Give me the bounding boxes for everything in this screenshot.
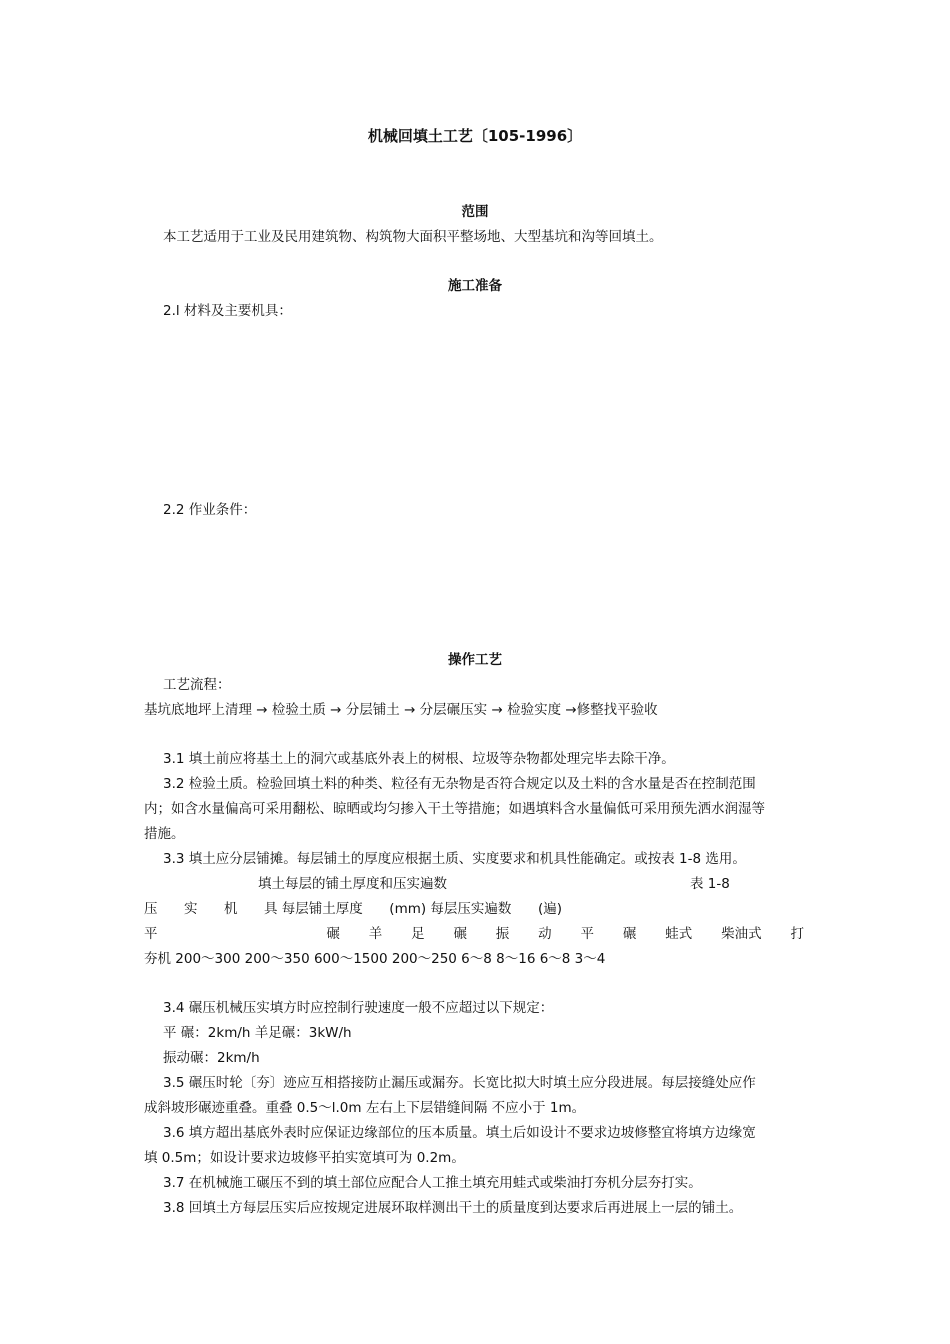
table-number: 表 1-8 — [690, 876, 730, 892]
table-cell: 机 — [224, 901, 238, 917]
table-cell: 动 — [538, 926, 552, 942]
table-cell: 碾 — [453, 926, 467, 942]
table-cell: 实 — [184, 901, 198, 917]
section-heading-preparation: 施工准备 — [448, 278, 502, 294]
table-cell: 羊 — [368, 926, 383, 942]
item-3-4-speed-b: 振动碾：2km/h — [163, 1050, 260, 1066]
table-cell: 足 — [411, 926, 425, 942]
flow-label: 工艺流程： — [163, 677, 231, 693]
item-3-2-line3: 措施。 — [144, 826, 185, 842]
item-3-2-line1: 3.2 检验土质。检验回填土料的种类、粒径有无杂物是否符合规定以及土料的含水量是否在控制范围 — [163, 776, 756, 792]
item-3-4-speed-a: 平 碾：2km/h 羊足碾：3kW/h — [163, 1025, 352, 1041]
item-3-4: 3.4 碾压机械压实填方时应控制行驶速度一般不应超过以下规定： — [163, 1000, 554, 1016]
process-flow: 基坑底地坪上清理 → 检验土质 → 分层铺土 → 分层碾压实 → 检验实度 →修整找平验收 — [144, 702, 658, 718]
item-3-5-line2: 成斜坡形碾迹重叠。重叠 0.5～l.0m 左右上下层错缝间隔 不应小于 1m。 — [144, 1100, 586, 1116]
table-cell: 振 — [495, 926, 510, 942]
item-3-7: 3.7 在机械施工碾压不到的填土部位应配合人工推土填充用蛙式或柴油打夯机分层夯打实。 — [163, 1175, 702, 1191]
table-cell: 平 — [144, 926, 158, 942]
table-row-values: 夯机 200～300 200～350 600～1500 200～250 6～8 8～16 6～8 3～4 — [144, 951, 606, 967]
table-cell: 碾 — [622, 926, 637, 942]
table-row-machines — [144, 925, 804, 943]
item-2-1: 2.l 材料及主要机具： — [163, 303, 292, 319]
table-cell: 碾 — [326, 926, 340, 942]
scope-paragraph: 本工艺适用于工业及民用建筑物、构筑物大面积平整场地、大型基坑和沟等回填土。 — [163, 229, 663, 245]
section-heading-scope: 范围 — [461, 204, 489, 220]
item-3-5-line1: 3.5 碾压时轮〔夯〕迹应互相搭接防止漏压或漏夯。长宽比拟大时填土应分段进展。每层接缝处应作 — [163, 1075, 756, 1091]
table-cell: 具 每层铺土厚度 — [264, 901, 363, 917]
section-heading-operation: 操作工艺 — [448, 652, 502, 668]
document-title: 机械回填土工艺〔105-1996〕 — [367, 127, 583, 145]
table-cell: 压 — [144, 901, 158, 917]
item-3-6-line2: 填 0.5m；如设计要求边坡修平拍实宽填可为 0.2m。 — [144, 1150, 465, 1166]
item-3-6-line1: 3.6 填方超出基底外表时应保证边缘部位的压本质量。填土后如设计不要求边坡修整宜将填方边缘宽 — [163, 1125, 756, 1141]
item-3-3: 3.3 填土应分层铺摊。每层铺土的厚度应根据土质、实度要求和机具性能确定。或按表 1-8 选用。 — [163, 851, 746, 867]
table-row-header — [144, 900, 562, 918]
table-cell: 打 — [790, 926, 804, 942]
table-cell: 平 — [580, 926, 595, 942]
item-3-1: 3.1 填土前应将基土上的洞穴或基底外表上的树根、垃圾等杂物都处理完毕去除干净。 — [163, 751, 675, 767]
item-3-8: 3.8 回填土方每层压实后应按规定进展环取样测出干土的质量度到达要求后再进展上一层的铺土。 — [163, 1200, 743, 1216]
item-2-2: 2.2 作业条件： — [163, 502, 257, 518]
table-cell: 柴油式 — [721, 926, 762, 942]
table-cell: (mm) 每层压实遍数 — [389, 901, 512, 917]
item-3-2-line2: 内；如含水量偏高可采用翻松、晾晒或均匀掺入干土等措施；如遇填料含水量偏低可采用预先洒水润湿等 — [144, 801, 765, 817]
table-caption: 填土每层的铺土厚度和压实遍数 — [258, 876, 447, 892]
table-cell: (遍) — [537, 901, 562, 917]
table-cell: 蛙式 — [665, 926, 693, 942]
